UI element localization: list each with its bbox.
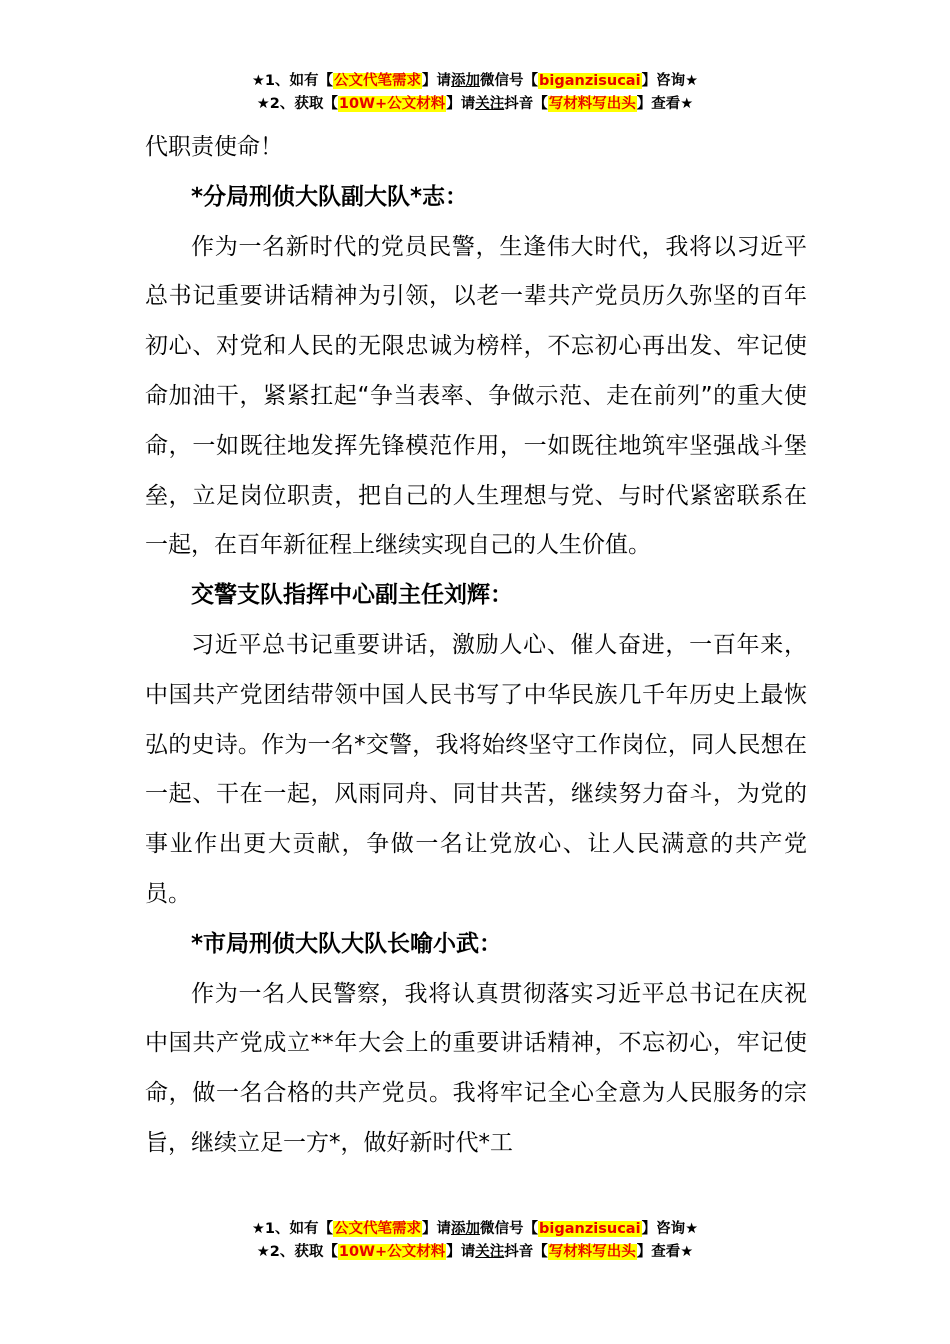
footer-banner [0,1218,950,1264]
highlight-materials: 10W+公文材料 [338,96,446,112]
highlight-douyin-account: 写材料写出头 [548,96,636,112]
banner-line-2: ★2、获取【10W+公文材料】请关注抖音【写材料写出头】查看★ [256,1244,694,1260]
highlight-wechat-id: biganzisucai [539,1221,641,1237]
paragraph: 作为一名新时代的党员民警，生逢伟大时代，我将以习近平总书记重要讲话精神为引领，以老一辈共产党员历久弥坚的百年初心、对党和人民的无限忠诚为榜样，不忘初心再出发、牢记使命加油干，紧紧扛起“争当表率、争做示范、走在前列”的重大使命，一如既往地发挥先锋模范作用，一如既往地筑牢坚强战斗堡垒，立足岗位职责，把自己的人生理想与党、与时代紧密联系在一起，在百年新征程上继续实现自己的人生价值。 [145,233,807,559]
speaker-heading: *分局刑侦大队副大队*志： [191,183,469,210]
highlight-wechat-id: biganzisucai [539,73,641,89]
paragraph: 习近平总书记重要讲话，激励人心、催人奋进，一百年来，中国共产党团结带领中国人民书写了中华民族几千年历史上最恢弘的史诗。作为一名*交警，我将始终坚守工作岗位，同人民想在一起、干在一起，风雨同舟、同甘共苦，继续努力奋斗，为党的事业作出更大贡献，争做一名让党放心、让人民满意的共产党员。 [145,631,807,907]
banner-line-1: ★1、如有【公文代笔需求】请添加微信号【biganzisucai】咨询★ [251,73,699,89]
highlight-douyin-account: 写材料写出头 [548,1244,636,1260]
paragraph-continuation: 代职责使命！ [145,134,283,160]
paragraph: 作为一名人民警察，我将认真贯彻落实习近平总书记在庆祝中国共产党成立**年大会上的重要讲话精神，不忘初心，牢记使命，做一名合格的共产党员。我将牢记全心全意为人民服务的宗旨，继续立足一方*，做好新时代*工 [145,980,807,1156]
highlight-writing-service: 公文代笔需求 [334,73,422,89]
banner-line-1: ★1、如有【公文代笔需求】请添加微信号【biganzisucai】咨询★ [251,1221,699,1237]
header-banner [0,70,950,116]
speaker-heading: 交警支队指挥中心副主任刘辉： [191,582,513,609]
highlight-writing-service: 公文代笔需求 [334,1221,422,1237]
highlight-materials: 10W+公文材料 [338,1244,446,1260]
banner-line-2: ★2、获取【10W+公文材料】请关注抖音【写材料写出头】查看★ [256,96,694,112]
speaker-heading: *市局刑侦大队大队长喻小武： [191,930,503,957]
document-body [145,123,807,1169]
